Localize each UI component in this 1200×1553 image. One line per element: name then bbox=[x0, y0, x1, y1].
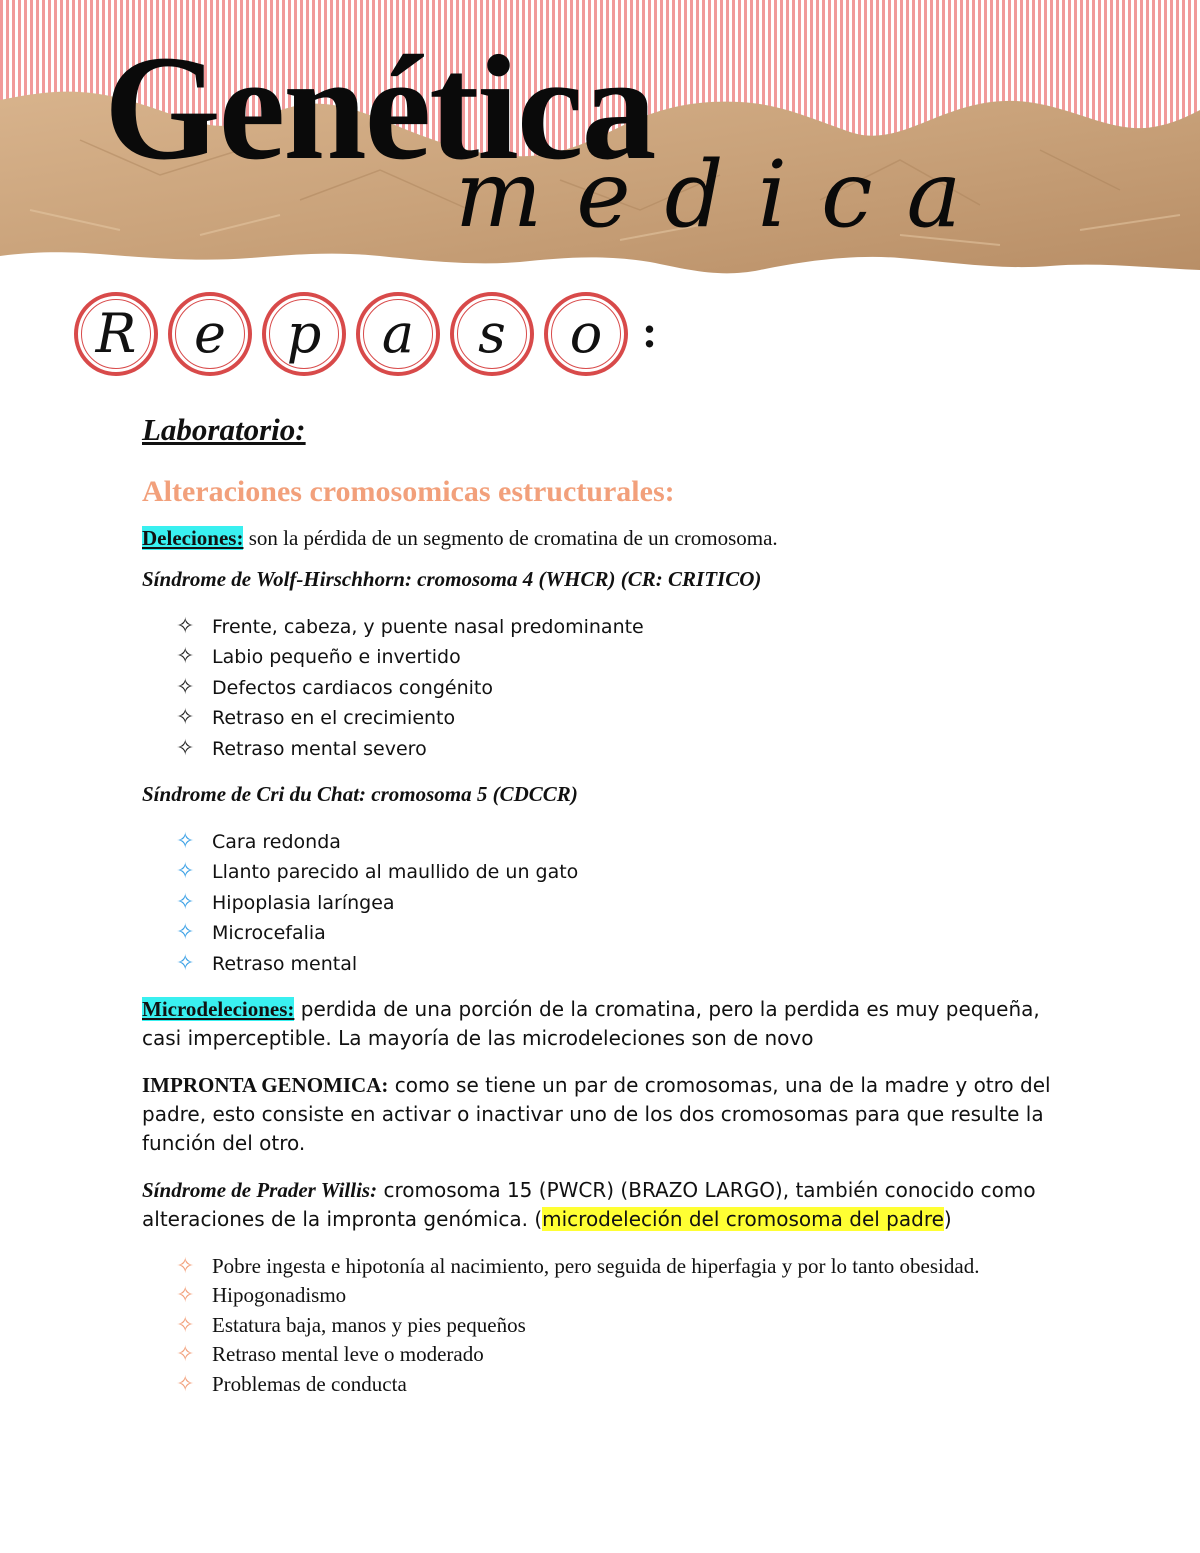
repaso-letter: s bbox=[478, 302, 506, 365]
list-item bbox=[172, 703, 1062, 733]
list-item-text: Microcefalia bbox=[212, 922, 326, 945]
repaso-letter-circle bbox=[168, 292, 252, 376]
list-item bbox=[172, 888, 1062, 918]
repaso-letter-circle bbox=[450, 292, 534, 376]
star-outline-icon: ✧ bbox=[176, 1342, 195, 1368]
list-item bbox=[172, 734, 1062, 764]
microdeleciones-text: perdida de una porción de la cromatina, pero la perdida es muy pequeña, casi imperceptible. La mayoría de las microdeleciones son de novo bbox=[142, 997, 1040, 1051]
list-item bbox=[172, 857, 1062, 887]
repaso-letter-circle bbox=[356, 292, 440, 376]
star-outline-icon: ✧ bbox=[176, 829, 195, 855]
list-item-text: Frente, cabeza, y puente nasal predominante bbox=[212, 616, 644, 638]
repaso-letter: e bbox=[194, 302, 226, 365]
star-outline-icon: ✧ bbox=[176, 735, 195, 761]
repaso-letter: R bbox=[95, 302, 137, 365]
section-heading: Alteraciones cromosomicas estructurales: bbox=[142, 475, 675, 508]
star-outline-icon: ✧ bbox=[176, 950, 195, 976]
list-item-text: Problemas de conducta bbox=[212, 1371, 407, 1396]
impronta-term: IMPRONTA GENOMICA: bbox=[142, 1073, 389, 1098]
star-outline-icon: ✧ bbox=[176, 1312, 195, 1338]
star-outline-icon: ✧ bbox=[176, 920, 195, 946]
wolf-title: Síndrome de Wolf-Hirschhorn: cromosoma 4 (WHCR) (CR: CRITICO) bbox=[142, 567, 762, 591]
list-item bbox=[172, 612, 1062, 642]
impronta-paragraph bbox=[142, 1071, 1062, 1158]
list-item-text: Estatura baja, manos y pies pequeños bbox=[212, 1312, 526, 1337]
star-outline-icon: ✧ bbox=[176, 859, 195, 885]
microdeleciones-paragraph bbox=[142, 995, 1062, 1053]
prader-paragraph bbox=[142, 1176, 1062, 1234]
microdeleciones-term: Microdeleciones: bbox=[142, 997, 295, 1022]
star-outline-icon: ✧ bbox=[176, 1283, 195, 1309]
prader-list bbox=[142, 1252, 1062, 1399]
list-item bbox=[172, 673, 1062, 703]
list-item-text: Pobre ingesta e hipotonía al nacimiento, pero seguida de hiperfagia y por lo tanto obesidad. bbox=[212, 1254, 980, 1279]
repaso-letter-circle bbox=[544, 292, 628, 376]
list-item-text: Retraso en el crecimiento bbox=[212, 707, 456, 730]
list-item-text: Defectos cardiacos congénito bbox=[212, 676, 493, 699]
star-outline-icon: ✧ bbox=[176, 889, 195, 915]
list-item bbox=[172, 827, 1062, 857]
list-item-text: Llanto parecido al maullido de un gato bbox=[212, 861, 579, 884]
lab-heading: Laboratorio: bbox=[142, 412, 306, 447]
cri-list bbox=[142, 827, 1062, 979]
list-item-text: Cara redonda bbox=[212, 831, 341, 854]
repaso-letter-circle bbox=[262, 292, 346, 376]
list-item bbox=[172, 1281, 1062, 1310]
list-item bbox=[172, 1340, 1062, 1369]
list-item bbox=[172, 1311, 1062, 1340]
repaso-heading bbox=[74, 284, 657, 384]
star-outline-icon: ✧ bbox=[176, 614, 195, 639]
repaso-letter: o bbox=[569, 302, 603, 365]
list-item-text: Hipoplasia laríngea bbox=[212, 891, 395, 914]
list-item bbox=[172, 642, 1062, 672]
prader-text: cromosoma 15 (PWCR) (BRAZO LARGO), también conocido como alteraciones de la impronta genómica. ( bbox=[142, 1178, 1036, 1232]
prader-close: ) bbox=[943, 1207, 952, 1232]
deleciones-term: Deleciones: bbox=[142, 526, 244, 550]
list-item bbox=[172, 949, 1062, 979]
cri-title: Síndrome de Cri du Chat: cromosoma 5 (CDCCR) bbox=[142, 782, 578, 807]
list-item bbox=[172, 1370, 1062, 1399]
page-title: Genética bbox=[104, 25, 655, 191]
deleciones-paragraph bbox=[142, 524, 1062, 553]
wolf-list bbox=[142, 612, 1062, 764]
list-item-text: Retraso mental leve o moderado bbox=[212, 1342, 484, 1367]
star-outline-icon: ✧ bbox=[176, 1371, 195, 1397]
repaso-letter: a bbox=[381, 302, 415, 365]
page-subtitle: medica bbox=[455, 141, 996, 248]
prader-title: Síndrome de Prader Willis: bbox=[142, 1178, 378, 1203]
impronta-text: como se tiene un par de cromosomas, una de la madre y otro del padre, esto consiste en activar o inactivar uno de los dos cromosomas para que resulte la función del otro. bbox=[142, 1073, 1051, 1156]
list-item-text: Retraso mental severo bbox=[212, 737, 427, 760]
list-item bbox=[172, 918, 1062, 948]
star-outline-icon: ✧ bbox=[176, 1254, 195, 1280]
prader-highlight: microdeleción del cromosoma del padre bbox=[542, 1207, 944, 1232]
list-item bbox=[172, 1252, 1062, 1281]
repaso-colon: : bbox=[642, 305, 658, 357]
star-outline-icon: ✧ bbox=[176, 644, 195, 670]
star-outline-icon: ✧ bbox=[176, 674, 195, 700]
list-item-text: Labio pequeño e invertido bbox=[212, 646, 461, 669]
repaso-letter-circle bbox=[74, 292, 158, 376]
repaso-letter: p bbox=[286, 302, 322, 365]
list-item-text: Hipogonadismo bbox=[212, 1283, 347, 1308]
document-body bbox=[142, 408, 1062, 1415]
deleciones-text: son la pérdida de un segmento de cromatina de un cromosoma. bbox=[243, 526, 778, 550]
star-outline-icon: ✧ bbox=[176, 705, 195, 731]
list-item-text: Retraso mental bbox=[212, 952, 358, 975]
